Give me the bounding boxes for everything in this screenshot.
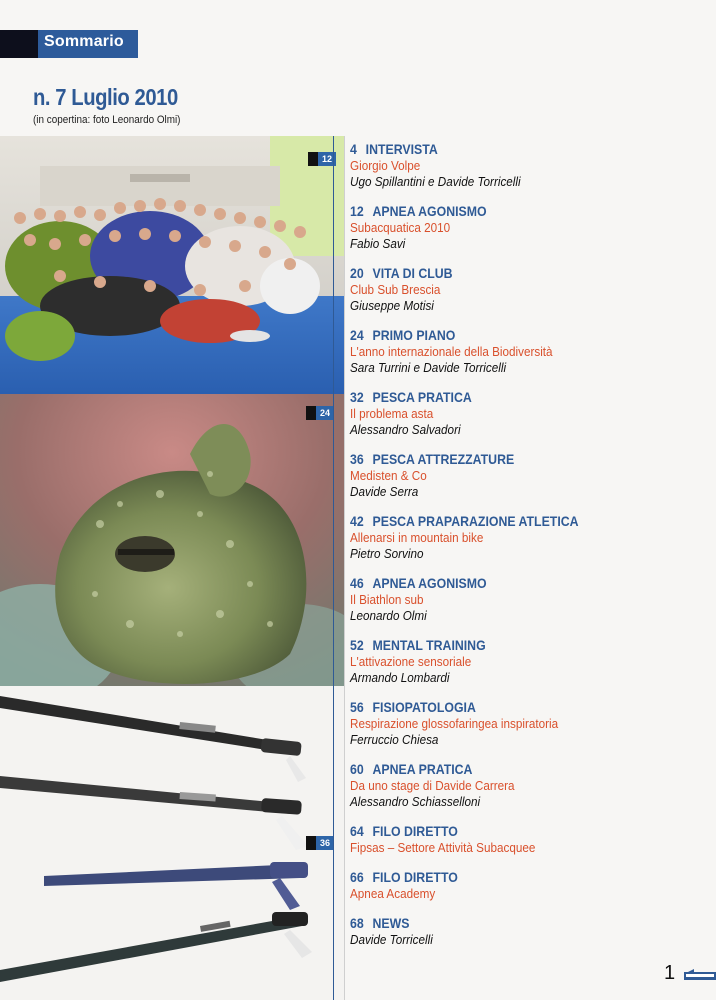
toc-subject: L'anno internazionale della Biodiversità	[350, 344, 553, 359]
toc-heading	[350, 512, 667, 530]
toc-section: PRIMO PIANO	[372, 327, 456, 343]
toc-page-number: 66	[350, 869, 364, 885]
octopus-photo	[0, 394, 345, 686]
toc-heading	[350, 326, 667, 344]
toc-author: Armando Lombardi	[350, 670, 450, 685]
table-of-contents	[350, 140, 710, 948]
page-number: 1	[664, 962, 676, 984]
toc-subject: Il problema asta	[350, 406, 434, 421]
toc-subject: Subacquatica 2010	[350, 220, 451, 235]
toc-page-number: 24	[350, 327, 364, 343]
cover-credit: (in copertina: foto Leonardo Olmi)	[33, 114, 181, 126]
toc-entry[interactable]	[350, 698, 710, 748]
toc-page-number: 42	[350, 513, 364, 529]
toc-section: INTERVISTA	[365, 141, 438, 157]
speargun-photo	[0, 686, 345, 1000]
toc-entry[interactable]	[350, 450, 710, 500]
toc-section: APNEA AGONISMO	[372, 203, 487, 219]
toc-heading	[350, 760, 667, 778]
toc-page-number: 60	[350, 761, 364, 777]
column-divider	[333, 136, 334, 1000]
toc-page-number: 64	[350, 823, 364, 839]
group-photo	[0, 136, 345, 394]
toc-heading	[350, 202, 667, 220]
toc-heading	[350, 574, 667, 592]
toc-section: FISIOPATOLOGIA	[372, 699, 476, 715]
toc-entry[interactable]	[350, 326, 710, 376]
toc-heading	[350, 388, 667, 406]
toc-subject: Medisten & Co	[350, 468, 427, 483]
toc-section: APNEA PRATICA	[372, 761, 473, 777]
toc-entry[interactable]	[350, 512, 710, 562]
toc-heading	[350, 822, 667, 840]
toc-entry[interactable]	[350, 388, 710, 438]
toc-author: Pietro Sorvino	[350, 546, 424, 561]
toc-author: Ferruccio Chiesa	[350, 732, 439, 747]
toc-section: PESCA ATTREZZATURE	[372, 451, 515, 467]
toc-heading	[350, 636, 667, 654]
toc-entry[interactable]	[350, 868, 710, 902]
toc-entry[interactable]	[350, 914, 710, 948]
toc-author: Ugo Spillantini e Davide Torricelli	[350, 174, 521, 189]
toc-subject: Giorgio Volpe	[350, 158, 421, 173]
toc-page-number: 20	[350, 265, 364, 281]
toc-subject: Il Biathlon sub	[350, 592, 424, 607]
toc-subject: Allenarsi in mountain bike	[350, 530, 484, 545]
toc-entry[interactable]	[350, 822, 710, 856]
toc-author: Davide Torricelli	[350, 932, 433, 947]
toc-page-number: 36	[350, 451, 364, 467]
right-arrow-icon	[684, 969, 716, 983]
toc-page-number: 68	[350, 915, 364, 931]
toc-entry[interactable]	[350, 760, 710, 810]
toc-heading	[350, 698, 667, 716]
toc-subject: Club Sub Brescia	[350, 282, 441, 297]
toc-page-number: 56	[350, 699, 364, 715]
toc-author: Davide Serra	[350, 484, 419, 499]
toc-page-number: 46	[350, 575, 364, 591]
photo-page-badge: 12	[318, 152, 336, 166]
toc-author: Alessandro Salvadori	[350, 422, 461, 437]
toc-heading	[350, 450, 667, 468]
toc-entry[interactable]	[350, 264, 710, 314]
toc-entry[interactable]	[350, 140, 710, 190]
toc-heading	[350, 264, 667, 282]
toc-entry[interactable]	[350, 574, 710, 624]
toc-subject: Da uno stage di Davide Carrera	[350, 778, 515, 793]
toc-author: Alessandro Schiasselloni	[350, 794, 481, 809]
photo-page-badge: 24	[316, 406, 334, 420]
toc-section: FILO DIRETTO	[372, 869, 458, 885]
toc-section: PESCA PRAPARAZIONE ATLETICA	[372, 513, 579, 529]
toc-subject: L'attivazione sensoriale	[350, 654, 472, 669]
toc-author: Fabio Savi	[350, 236, 406, 251]
toc-page-number: 4	[350, 141, 357, 157]
toc-entry[interactable]	[350, 202, 710, 252]
toc-author: Leonardo Olmi	[350, 608, 427, 623]
toc-heading	[350, 914, 667, 932]
photo-page-badge: 36	[316, 836, 334, 850]
toc-entry[interactable]	[350, 636, 710, 686]
toc-subject: Fipsas – Settore Attività Subacquee	[350, 840, 536, 855]
toc-subject: Respirazione glossofaringea inspiratoria	[350, 716, 559, 731]
toc-heading	[350, 868, 667, 886]
toc-author: Sara Turrini e Davide Torricelli	[350, 360, 507, 375]
toc-author: Giuseppe Motisi	[350, 298, 434, 313]
section-header-label: Sommario	[44, 33, 124, 50]
toc-section: NEWS	[372, 915, 410, 931]
toc-page-number: 12	[350, 203, 364, 219]
issue-title: n. 7 Luglio 2010	[33, 84, 178, 110]
toc-section: FILO DIRETTO	[372, 823, 458, 839]
section-header-bar	[0, 30, 138, 58]
toc-page-number: 52	[350, 637, 364, 653]
toc-section: PESCA PRATICA	[372, 389, 472, 405]
toc-section: APNEA AGONISMO	[372, 575, 487, 591]
toc-page-number: 32	[350, 389, 364, 405]
toc-subject: Apnea Academy	[350, 886, 436, 901]
toc-heading	[350, 140, 667, 158]
toc-section: VITA DI CLUB	[372, 265, 453, 281]
toc-section: MENTAL TRAINING	[372, 637, 486, 653]
